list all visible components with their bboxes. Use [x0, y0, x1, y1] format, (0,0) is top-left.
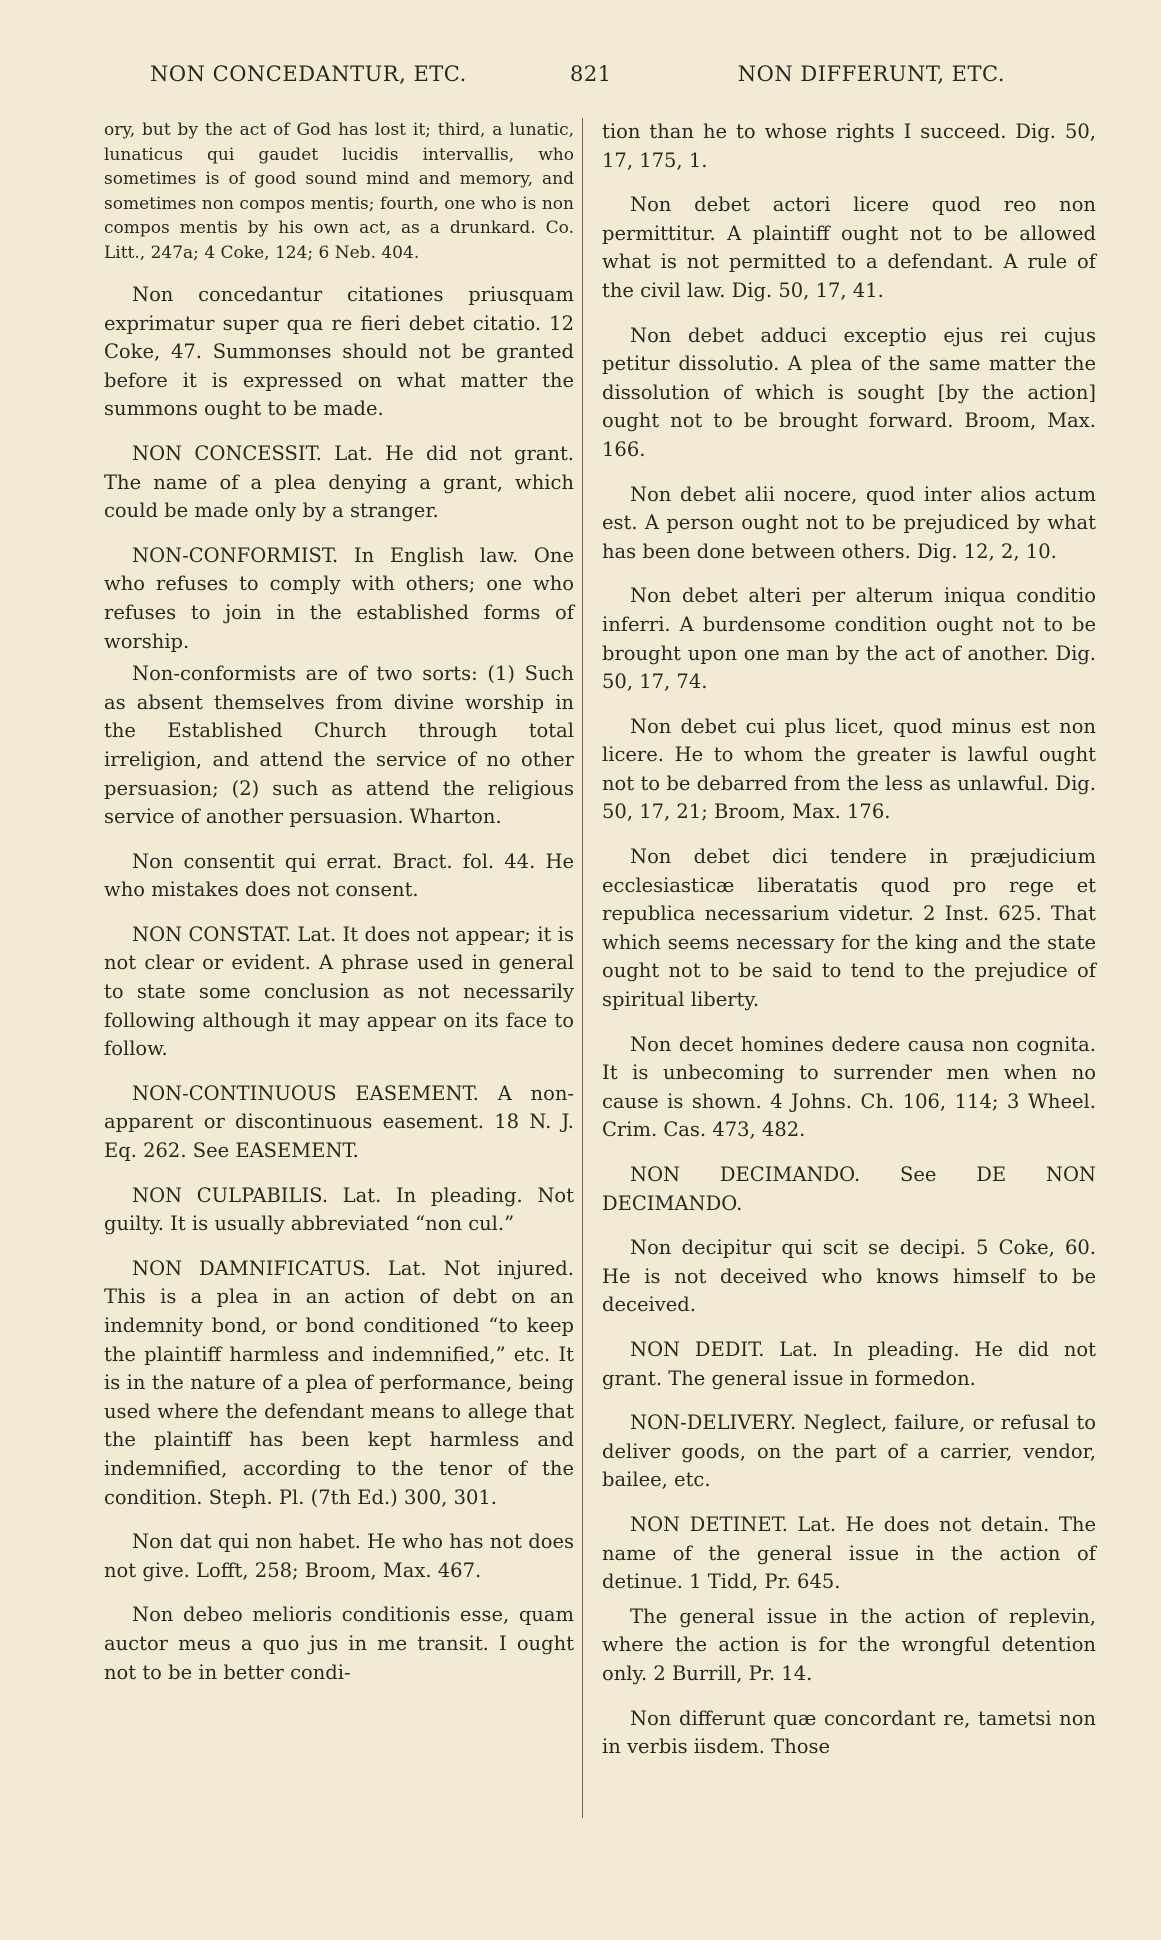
right-column	[602, 118, 1096, 1778]
entry-paragraph: The general issue in the action of replevin, where the action is for the wrongful detention only. 2 Burrill, Pr. 14.	[602, 1604, 1096, 1685]
entry: Non debet dici tendere in præjudicium ecclesiasticæ liberatatis quod pro rege et republica necessarium videtur. 2 Inst. 625. That which seems necessary for the king and the state ought not to be said to tend to the prejudice of spiritual liberty.	[602, 845, 1096, 1012]
entry: NON DECIMANDO. See DE NON DECIMANDO.	[602, 1163, 1096, 1215]
entry: NON CONSTAT. Lat. It does not appear; it is not clear or evident. A phrase used in general to state some conclusion as not necessarily following although it may appear on its face to follow.	[104, 922, 574, 1061]
entry: Non debet cui plus licet, quod minus est non licere. He to whom the greater is lawful ought not to be debarred from the less as unlawful. Dig. 50, 17, 21; Broom, Max. 176.	[602, 714, 1096, 824]
entry: NON CONCESSIT. Lat. He did not grant. The name of a plea denying a grant, which could be made only by a stranger.	[104, 441, 574, 523]
entry: NON DETINET. Lat. He does not detain. The name of the general issue in the action of detinue. 1 Tidd, Pr. 645.	[602, 1512, 1096, 1594]
entry: Non debeo melioris conditionis esse, quam auctor meus a quo jus in me transit. I ought not to be in better condi-	[104, 1603, 574, 1684]
entry: NON DEDIT. Lat. In pleading. He did not grant. The general issue in formedon.	[602, 1337, 1096, 1390]
left-running-head: NON CONCEDANTUR, ETC.	[150, 62, 467, 86]
entry: NON-DELIVERY. Neglect, failure, or refusal to deliver goods, on the part of a carrier, vendor, bailee, etc.	[602, 1411, 1096, 1492]
entry-continuation: tion than he to whose rights I succeed. Dig. 50, 17, 175, 1.	[602, 120, 1096, 172]
entry: Non dat qui non habet. He who has not does not give. Lofft, 258; Broom, Max. 467.	[104, 1530, 574, 1582]
entry: Non debet alteri per alterum iniqua conditio inferri. A burdensome condition ought not to be brought upon one man by the act of another. Dig. 50, 17, 74.	[602, 584, 1096, 694]
entry: Non decipitur qui scit se decipi. 5 Coke, 60. He is not deceived who knows himself to be deceived.	[602, 1236, 1096, 1317]
entry: Non consentit qui errat. Bract. fol. 44. He who mistakes does not consent.	[104, 849, 574, 902]
page-number: 821	[570, 62, 612, 86]
column-divider	[582, 118, 583, 1818]
entry: NON-CONFORMIST. In English law. One who refuses to comply with others; one who refuses to join in the established forms of worship.	[104, 543, 574, 653]
entry: Non debet adduci exceptio ejus rei cujus petitur dissolutio. A plea of the same matter the dissolution of which is sought [by the action] ought not to be brought forward. Broom, Max. 166.	[602, 323, 1096, 461]
right-running-head: NON DIFFERUNT, ETC.	[737, 62, 1005, 86]
entry-continuation: ory, but by the act of God has lost it; third, a lunatic, lunaticus qui gaudet lucidis intervallis, who sometimes is of good sound mind and memory, and sometimes non compos mentis; fourth, one who is non compos mentis by his own act, as a drunkard. Co. Litt., 247a; 4 Coke, 124; 6 Neb. 404.	[104, 120, 574, 263]
entry: NON DAMNIFICATUS. Lat. Not injured. This is a plea in an action of debt on an indemnity bond, or bond conditioned “to keep the plaintiff harmless and indemnified,” etc. It is in the nature of a plea of performance, being used where the defendant means to allege that the plaintiff has been kept harmless and indemnified, according to the tenor of the condition. Steph. Pl. (7th Ed.) 300, 301.	[104, 1256, 574, 1509]
entry: Non decet homines dedere causa non cognita. It is unbecoming to surrender men when no cause is shown. 4 Johns. Ch. 106, 114; 3 Wheel. Crim. Cas. 473, 482.	[602, 1032, 1096, 1142]
entry: Non differunt quæ concordant re, tametsi non in verbis iisdem. Those	[602, 1706, 1096, 1759]
entry-paragraph: Non-conformists are of two sorts: (1) Such as absent themselves from divine worship in the Established Church through total irreligion, and attend the service of no other persuasion; (2) such as attend the religious service of another persuasion. Wharton.	[104, 662, 574, 829]
entry: Non concedantur citationes priusquam exprimatur super qua re fieri debet citatio. 12 Coke, 47. Summonses should not be granted before it is expressed on what matter the summons ought to be made.	[104, 283, 574, 421]
entry: NON CULPABILIS. Lat. In pleading. Not guilty. It is usually abbreviated “non cul.”	[104, 1183, 574, 1236]
entry: NON-CONTINUOUS EASEMENT. A non-apparent or discontinuous easement. 18 N. J. Eq. 262. See EASEMENT.	[104, 1081, 574, 1163]
entry: Non debet actori licere quod reo non permittitur. A plaintiff ought not to be allowed what is not permitted to a defendant. A rule of the civil law. Dig. 50, 17, 41.	[602, 193, 1096, 302]
left-column	[104, 118, 574, 1703]
entry: Non debet alii nocere, quod inter alios actum est. A person ought not to be prejudiced by what has been done between others. Dig. 12, 2, 10.	[602, 482, 1096, 563]
running-header	[140, 62, 1021, 102]
